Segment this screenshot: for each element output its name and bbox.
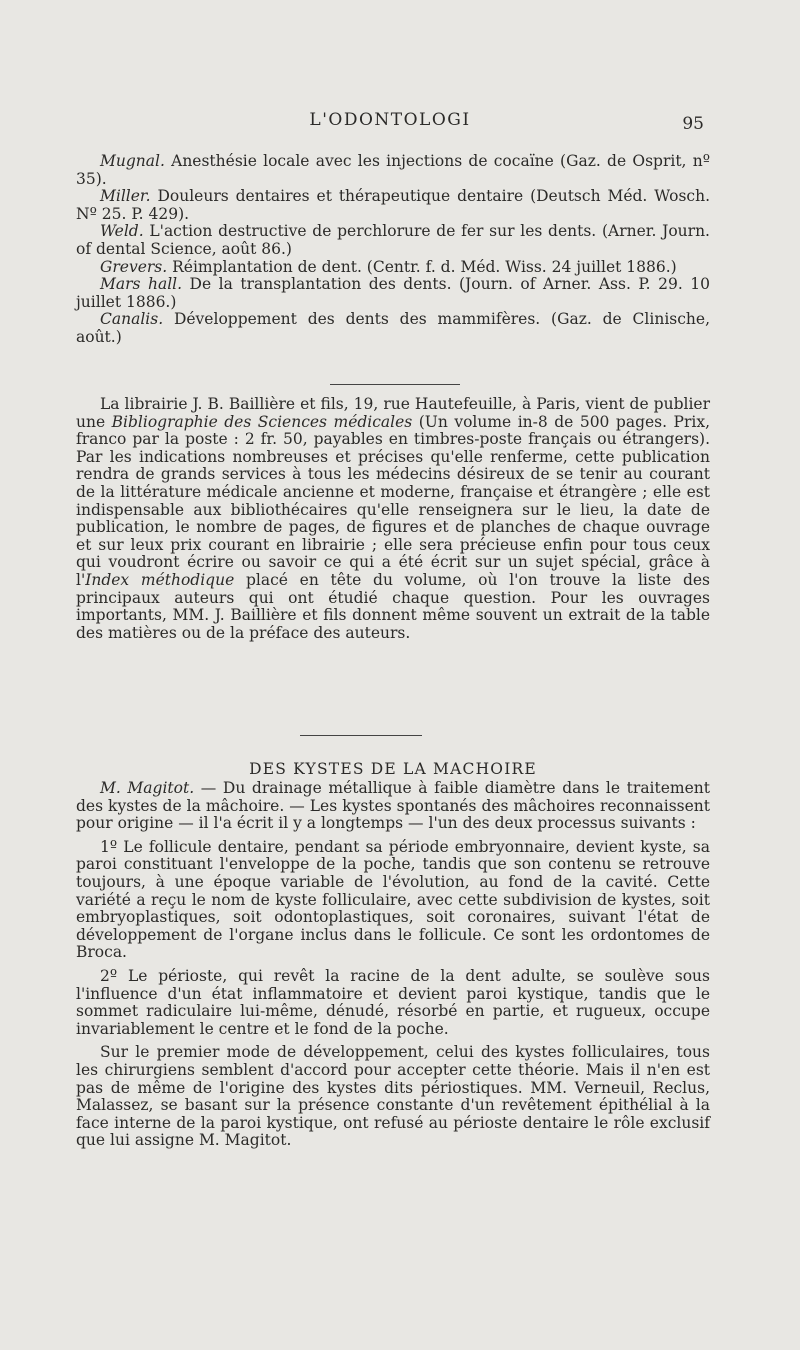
running-head xyxy=(0,110,800,134)
entry-author: Canalis. xyxy=(100,310,164,329)
running-title: L'ODONTOLOGI xyxy=(309,110,471,130)
bibliography-entry xyxy=(76,259,710,277)
bibliography-entry xyxy=(76,223,710,258)
entry-text: De la transplantation des dents. (Journ. of Arner. Ass. P. 29. 10 juillet 1886.) xyxy=(76,275,710,311)
entry-text: Anesthésie locale avec les injections de cocaïne (Gaz. de Osprit, nº 35). xyxy=(76,152,710,188)
entry-text: Douleurs dentaires et thérapeutique dentaire (Deutsch Méd. Wosch. Nº 25. P. 429). xyxy=(76,187,710,223)
entry-author: Grevers. xyxy=(100,257,168,276)
section-paragraph: 2º Le périoste, qui revêt la racine de la dent adulte, se soulève sous l'influence d'un état inflammatoire et devient paroi kystique, tandis que le sommet radiculaire lui-même, dénudé, résorbé en partie, et rugueux, occupe invariablement le centre et le fond de la poche. xyxy=(76,966,710,1038)
entry-author: Mars hall. xyxy=(100,275,183,294)
notice-text: La librairie J. B. Baillière et fils, 19, rue Hautefeuille, à Paris, vient de publier une xyxy=(76,395,710,431)
bibliography-list xyxy=(76,153,710,347)
notice-paragraph xyxy=(76,396,710,642)
article-section xyxy=(76,760,710,1150)
entry-text: Développement des dents des mammifères. (Gaz. de Clinische, août.) xyxy=(76,310,710,346)
entry-text: L'action destructive de perchlorure de fer sur les dents. (Arner. Journ. of dental Science, août 86.) xyxy=(76,222,710,258)
section-divider xyxy=(330,384,460,385)
notice-index-title: Index méthodique xyxy=(85,570,235,589)
entry-author: Weld. xyxy=(100,222,144,241)
section-intro xyxy=(76,780,710,833)
section-paragraph: Sur le premier mode de développement, celui des kystes folliculaires, tous les chirurgiens semblent d'accord pour accepter cette théorie. Mais il n'en est pas de même de l'origine des kystes dits périostiques. MM. Verneuil, Reclus, Malassez, se basant sur la présence constante d'un revêtement épithélial à la face interne de la paroi kystique, ont refusé au périoste dentaire le rôle exclusif que lui assigne M. Magitot. xyxy=(76,1043,710,1150)
entry-text: Réimplantation de dent. (Centr. f. d. Méd. Wiss. 24 juillet 1886.) xyxy=(167,257,677,276)
section-intro-text: — Du drainage métallique à faible diamètre dans le traitement des kystes de la mâchoire. — Les kystes spontanés des mâchoires reconnaissent pour origine — il l'a écrit il y a longtemps — l'un des deux processus suivants : xyxy=(76,779,710,833)
notice-text: placé en tête du volume, où l'on trouve la liste des principaux auteurs qui ont étudié chaque question. Pour les ouvrages importants, MM. J. Baillière et fils donnent même souvent un extrait de la table des matières ou de la préface des auteurs. xyxy=(76,570,710,642)
bibliography-entry xyxy=(76,276,710,311)
section-author: M. Magitot. xyxy=(100,779,195,797)
notice-book-title: Bibliographie des Sciences médicales xyxy=(111,412,413,431)
section-divider xyxy=(300,735,422,736)
bibliography-entry xyxy=(76,188,710,223)
section-paragraph: 1º Le follicule dentaire, pendant sa période embryonnaire, devient kyste, sa paroi constituant l'enveloppe de la poche, tandis que son contenu se retrouve toujours, à une époque variable de l'évolution, au fond de la cavité. Cette variété a reçu le nom de kyste folliculaire, avec cette subdivision de kystes, soit embryoplastiques, soit odontoplastiques, soit coronaires, suivant l'état de développement de l'organe inclus dans le follicule. Ce sont les ordontomes de Broca. xyxy=(76,837,710,962)
publication-notice xyxy=(76,396,710,642)
bibliography-entry xyxy=(76,311,710,346)
bibliography-entry xyxy=(76,153,710,188)
section-title: DES KYSTES DE LA MACHOIRE xyxy=(249,760,537,778)
entry-author: Mugnal. xyxy=(100,152,165,170)
notice-text: (Un volume in-8 de 500 pages. Prix, franco par la poste : 2 fr. 50, payables en timbres-poste français ou étrangers). Par les indications nombreuses et précises qu'elle renferme, cette publication rendra de grands services à tous les médecins désireux de se tenir au courant de la littérature médicale ancienne et moderne, française et étrangère ; elle est indispensable aux bibliothécaires qu'elle renseignera sur le lieu, la date de publication, le nombre de pages, de figures et de planches de chaque ouvrage et sur leux prix courant en librairie ; elle sera précieuse enfin pour tous ceux qui voudront écrire ou savoir ce qui a été écrit sur un sujet spécial, grâce à l' xyxy=(76,412,710,589)
entry-author: Miller. xyxy=(100,187,151,206)
page-number: 95 xyxy=(682,114,704,134)
